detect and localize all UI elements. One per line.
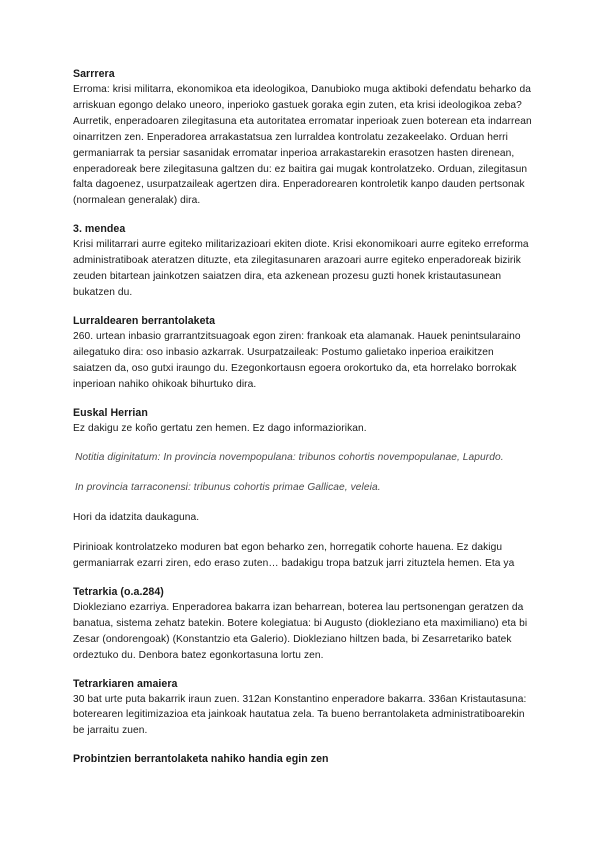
section-heading: Probintzien berrantolaketa nahiko handia egin zen: [73, 753, 329, 766]
section-body: Krisi militarrari aurre egiteko militarizazioari ekiten diote. Krisi ekonomikoari aurre egiteko erreforma administratiboak ateratzen dituzte, eta zilegitasunaren arazoari aurre egiteko enperadoreak bizirik zeuden bitartean jainkotzen saiatzen dira, eta azkenean prozesu guzti honek kristautasunean bukatzen du.: [73, 239, 529, 298]
section-body: 260. urtean inbasio grarrantzitsuagoak egon ziren: frankoak eta alamanak. Hauek penintsularaino ailegatuko dira: oso inbasio azkarrak. Usurpatzaileak: Postumo galietako inperioa eraikitzen saiatzen da, oso gutxi iraungo du. Ezegonkortausn egoera orokortuko da, eta horrelako borrokak inperioan nahiko ohikoak bihurtuko dira.: [73, 330, 521, 390]
section-body: Diokleziano ezarriya. Enperadorea bakarra izan beharrean, boterea lau pertsonengan geratzen da banatua, sistema zehatz batekin. Botere kolegiatua: bi Augusto (diokleziano eta maximiliano) eta bi Zesar (ondorengoak) (Konstantzio eta Galerio). Diokleziano hiltzen bada, bi Zesarretariko batek ordeztuko du. Denbora batez egonkortasuna lortu zen.: [73, 601, 528, 661]
section-heading: Tetrarkia (o.a.284): [73, 585, 164, 598]
section-lurraldearen-berrantolaketa: [73, 313, 533, 393]
note-paragraph: Hori da idatzita daukaguna.: [73, 512, 200, 524]
document-page: [73, 66, 533, 779]
section-heading: 3. mendea: [73, 223, 126, 236]
section-sarrera: [73, 66, 533, 209]
section-tetrarkiaren-amaiera: [73, 676, 533, 740]
section-3-mendea: [73, 221, 533, 301]
section-heading: Lurraldearen berrantolaketa: [73, 314, 216, 327]
section-heading: Tetrarkiaren amaiera: [73, 677, 178, 690]
section-body: Ez dakigu ze koño gertatu zen hemen. Ez dago informaziorikan.: [73, 422, 367, 434]
quote-tarraconensi: In provincia tarraconensi: tribunus cohortis primae Gallicae, veleia.: [75, 482, 381, 494]
quote-notitia: Notitia diginitatum: In provincia novempopulana: tribunos cohortis novempopulanae, Lapurdo.: [75, 452, 504, 464]
section-probintzien-berrantolaketa: [73, 751, 533, 767]
section-heading: Euskal Herrian: [73, 406, 148, 419]
section-body: Erroma: krisi militarra, ekonomikoa eta ideologikoa, Danubioko muga aktiboki defendatu beharko da arriskuan egongo delako uneoro, inperioko gastuek goraka egin zuten, eta krisi ideologikoa zeba? Aurretik, enperadoaren zilegitasuna eta autoritatea erromatar inperioak zuen boterean eta indarrean oinarritzen zen. Enperadorea arrakastatsua zen lurraldea kontrolatu zezakeelako. Orduan herri germaniarrak ta persiar sasanidak erromatar inperioa arrakastarekin erasotzen hasten direnean, enperadoreak bere zilegitasuna galtzen du: ez baitira gai mugak kontrolatzeko. Orduan, zilegitasun falta dagoenez, usurpatzaileak agertzen dira. Enperadorearen kontroletik kanpo dauden pertsonak (normalean generalak) dira.: [73, 84, 532, 207]
section-heading: Sarrrera: [73, 68, 115, 80]
section-body: 30 bat urte puta bakarrik iraun zuen. 312an Konstantino enperadore bakarra. 336an Kristautasuna: boterearen legitimizazioa eta jainkoak hautatua zela. Ta bueno berrantolaketa administratiboarekin be jarraitu zuen.: [73, 693, 527, 737]
section-tetrarkia: [73, 584, 533, 664]
note-paragraph: Pirinioak kontrolatzeko moduren bat egon beharko zen, horregatik cohorte hauena. Ez dakigu germaniarrak ezarri ziren, edo eraso zuten… badakigu tropa batzuk jarri zituztela hemen. Eta ya: [73, 542, 515, 570]
section-euskal-herrian: [73, 405, 533, 572]
